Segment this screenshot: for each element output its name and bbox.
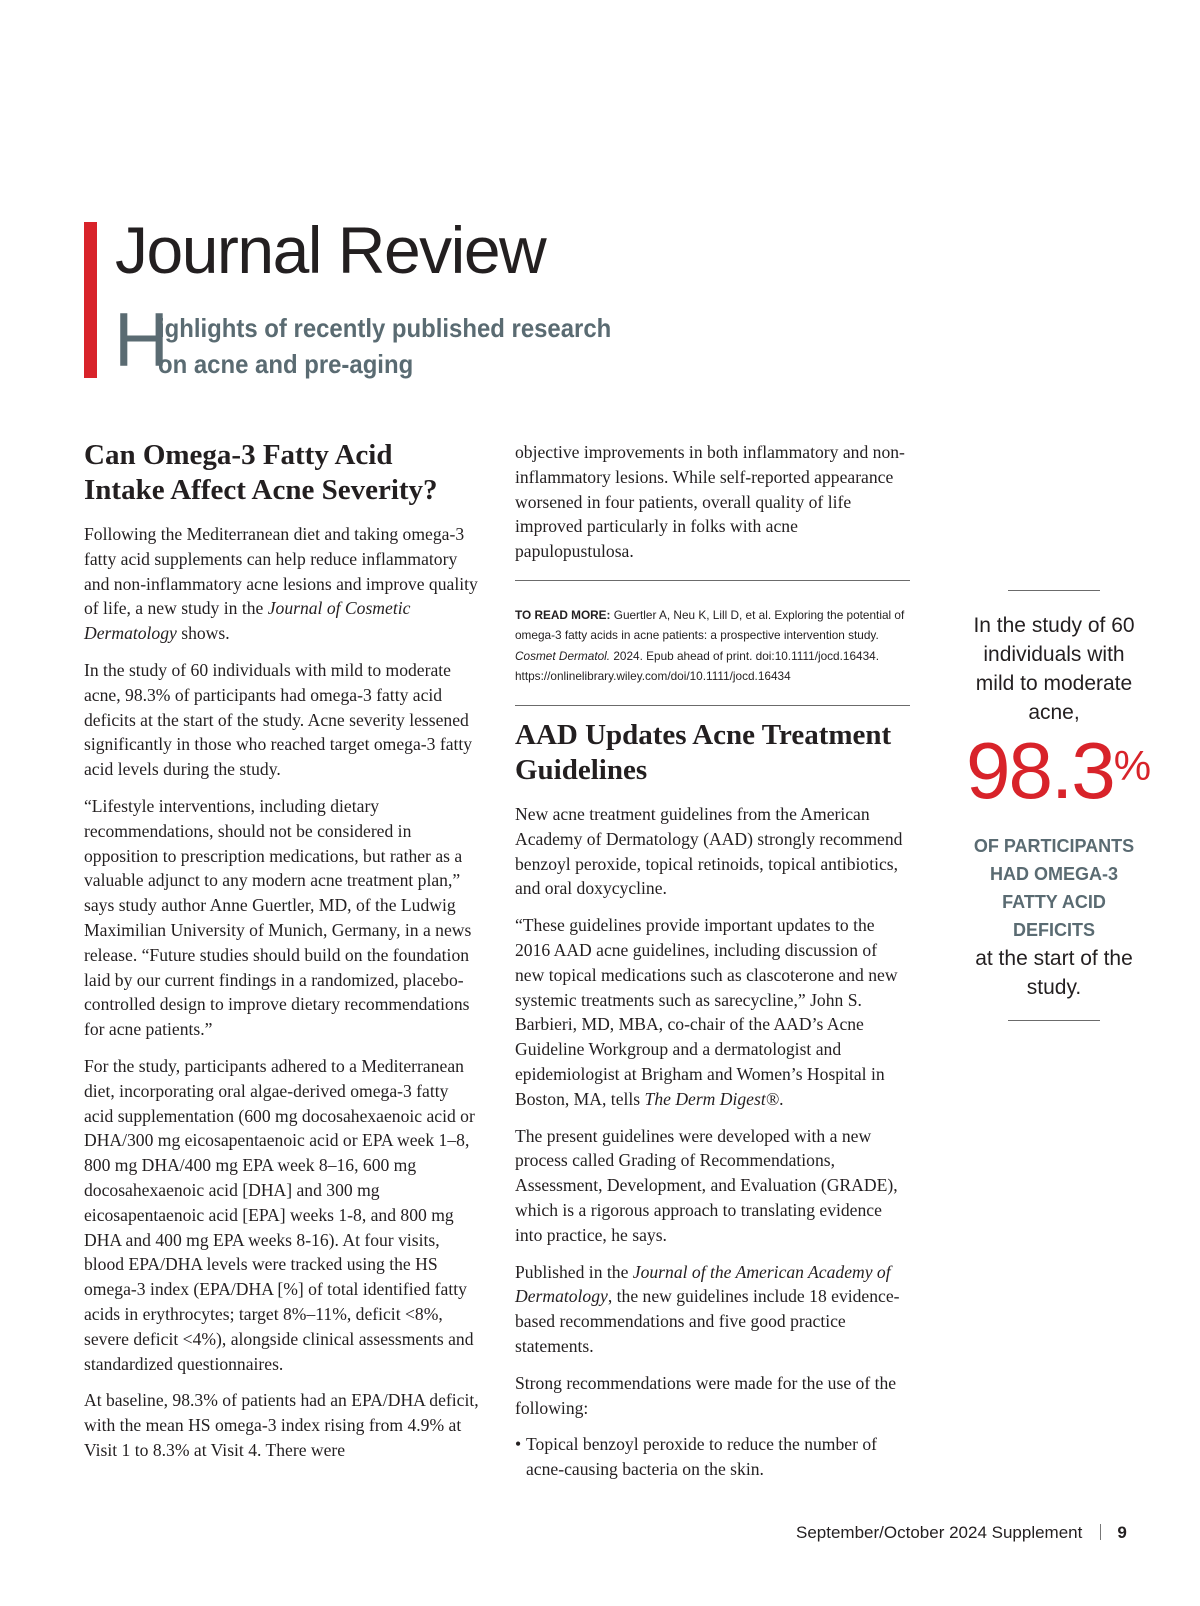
pull-quote [966,590,1152,1021]
pull-quote-intro: In the study of 60 individuals with mild to moderate acne, [973,614,1135,724]
article-paragraph: The present guidelines were developed with a new process called Grading of Recommendations, Assessment, Development, and Evaluation (GRADE), which is a rigorous approach to translating evidence into practice, he says. [515,1125,898,1245]
pull-quote-statistic: 98.3% [966,726,1152,815]
list-item [515,1432,910,1482]
subtitle-line: ighlights of recently published research [158,313,612,343]
article-paragraph: Published in the Journal of the American Academy of Dermatology, the new guidelines include 18 evidence-based recommendations and five good practice statements. [515,1261,900,1356]
article-headline: Can Omega-3 Fatty Acid Intake Affect Acne Severity? [84,439,438,506]
subtitle-dropcap: H [114,298,169,383]
journal-name: Journal of the American Academy of Dermatology [515,1261,891,1307]
column-middle [515,440,910,1494]
publication-name: The Derm Digest® [644,1088,780,1109]
column-left [84,438,480,1475]
article-paragraph: In the study of 60 individuals with mild to moderate acne, 98.3% of participants had omega-3 fatty acid deficits at the start of the study. Acne severity lessened significantly in those who reached target omega-3 fatty acid levels during the study. [84,659,473,780]
title-accent-bar [84,222,97,378]
read-more-citation: TO READ MORE: Guertler A, Neu K, Lill D, et al. Exploring the potential of omega-3 fatty acids in acne patients: a prospective intervention study. Cosmet Dermatol. 2024. Epub ahead of print. doi:10.1111/jocd.16434. https://onlinelibrary.wiley.com/doi/10.1111/jocd.16434 [515,607,905,684]
read-more-label: TO READ MORE: [515,607,611,622]
divider [515,580,910,581]
issue-label: September/October 2024 Supplement [796,1523,1083,1542]
pull-quote-tail: at the start of the study. [975,947,1133,999]
article-paragraph: Following the Mediterranean diet and taking omega-3 fatty acid supplements can help reduce inflammatory and non-inflammatory acne lesions and improve quality of life, a new study in the Journal of Cosmetic Dermatology shows. [84,524,478,644]
article-headline: AAD Updates Acne Treatment Guidelines [515,718,892,786]
divider [1008,1020,1100,1021]
percent-sign: % [1113,742,1152,789]
article-paragraph: Strong recommendations were made for the use of the following: [515,1372,897,1418]
page-title: Journal Review [115,213,546,287]
journal-name: Cosmet Dermatol. [515,648,611,663]
list-item-text: Topical benzoyl peroxide to reduce the number of acne-causing bacteria on the skin. [526,1434,877,1480]
bullet-icon: • [515,1434,522,1455]
divider [515,705,910,706]
pull-quote-highlight: OF PARTICIPANTS HAD OMEGA-3 FATTY ACID DEFICITS [973,836,1135,940]
page-subtitle [158,310,636,382]
page-footer [796,1522,1127,1544]
article-paragraph: At baseline, 98.3% of patients had an EPA/DHA deficit, with the mean HS omega-3 index rising from 4.9% at Visit 1 to 8.3% at Visit 4. There were [84,1390,479,1460]
article-paragraph: For the study, participants adhered to a Mediterranean diet, incorporating oral algae-derived omega-3 fatty acid supplementation (600 mg docosahexaenoic acid or DHA/300 mg eicosapentaenoic acid or EPA week 1–8, 800 mg DHA/400 mg EPA week 8–16, 600 mg docosahexaenoic acid [DHA] and 300 mg eicosapentaenoic acid [EPA] weeks 1-8, and 800 mg DHA and 400 mg EPA weeks 8-16). At four visits, blood EPA/DHA levels were tracked using the HS omega-3 index (EPA/DHA [%] of total identified fatty acids in erythrocytes; target 8%–11%, deficit <8%, severe deficit <4%), alongside clinical assessments and standardized questionnaires. [84,1055,475,1374]
article-paragraph: objective improvements in both inflammatory and non-inflammatory lesions. While self-reported appearance worsened in four patients, overall quality of life improved particularly in folks with acne papulopustulosa. [515,442,905,562]
article-paragraph: “Lifestyle interventions, including dietary recommendations, should not be considered in opposition to prescription medications, but rather as a valuable adjunct to any modern acne treatment plan,” says study author Anne Guertler, MD, of the Ludwig Maximilian University of Munich, Germany, in a news release. “Future studies should build on the foundation laid by our current findings in a randomized, placebo-controlled design to improve dietary recommendations for acne patients.” [84,795,472,1040]
read-more-box [515,599,910,691]
article-paragraph: “These guidelines provide important updates to the 2016 AAD acne guidelines, including discussion of new topical medications such as clascoterone and new systemic treatments such as sarecycline,” John S. Barbieri, MD, MBA, co-chair of the AAD’s Acne Guideline Workgroup and a dermatologist and epidemiologist at Brigham and Women’s Hospital in Boston, MA, tells The Derm Digest®. [515,915,898,1109]
subtitle-line: on acne and pre-aging [158,349,414,379]
footer-separator [1100,1524,1101,1540]
journal-name: Journal of Cosmetic Dermatology [84,598,411,644]
article-paragraph: New acne treatment guidelines from the American Academy of Dermatology (AAD) strongly recommend benzoyl peroxide, topical retinoids, topical antibiotics, and oral doxycycline. [515,803,903,899]
divider [1008,590,1100,591]
page-number: 9 [1117,1523,1127,1542]
